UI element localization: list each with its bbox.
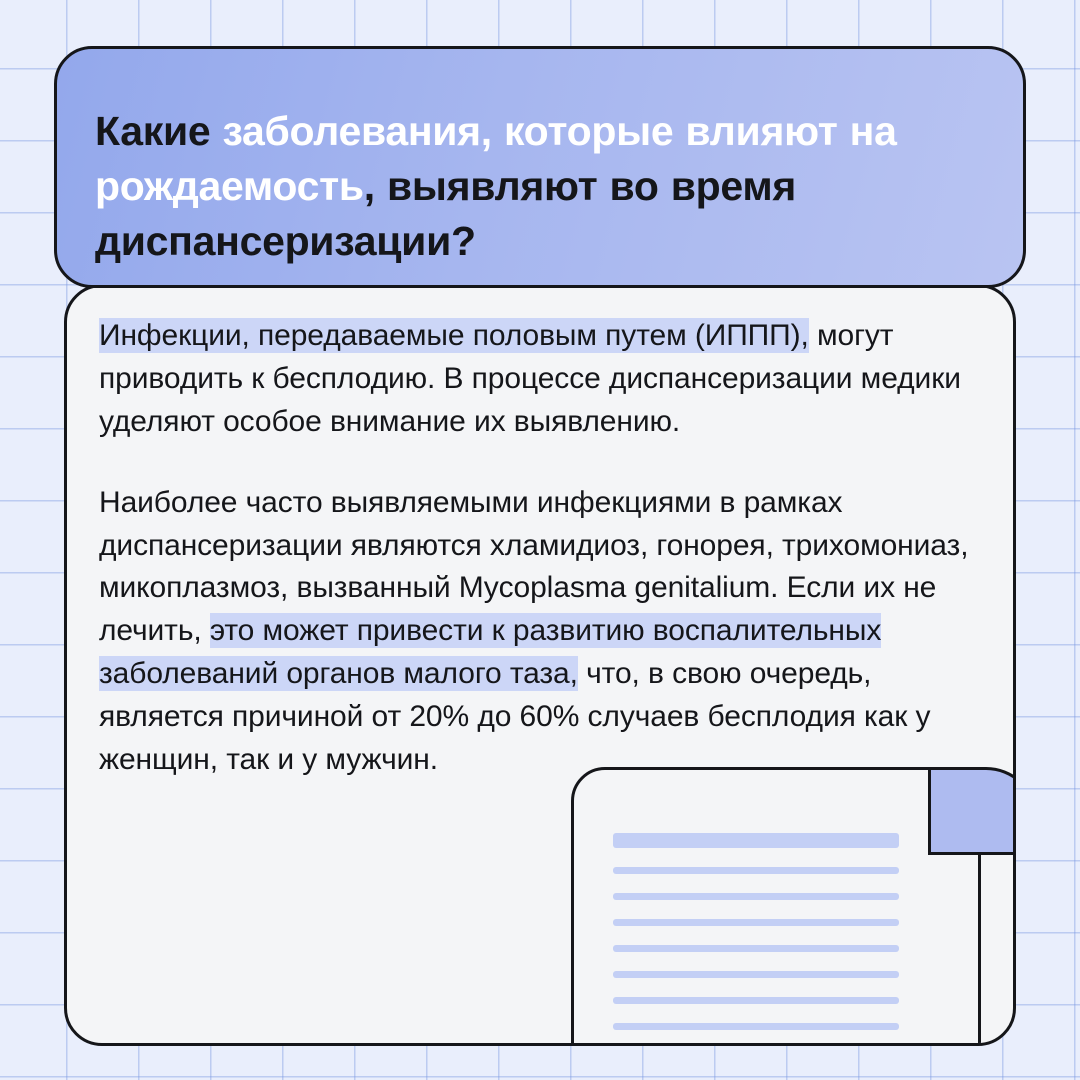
paragraph-2-lead: Наиболее часто выявляемыми инфекциями в рамках диспансеризации являются хламидиоз, гонорея, трихомониаз, микоплазмоз, вызванный Mycoplasma genitalium. Если их не лечить, <box>99 485 969 648</box>
paragraph-1-highlight: Инфекции, передаваемые половым путем (ИППП), <box>99 319 809 352</box>
paragraph-2-highlight: это может привести к развитию воспалительных заболеваний органов малого таза, <box>99 614 882 691</box>
answer-card <box>64 284 1016 1046</box>
document-line <box>613 997 899 1004</box>
answer-text-block <box>99 315 987 820</box>
title-part-dark-1: Какие <box>95 108 223 155</box>
page-title <box>95 104 985 268</box>
document-line <box>613 893 899 900</box>
title-part-dark-2: , выявляют во время диспансеризации? <box>95 162 796 264</box>
document-line <box>613 919 899 926</box>
paragraph-1-rest: могут приводить к бесплодию. В процессе диспансеризации медики уделяют особое внимание их выявлению. <box>99 319 961 438</box>
document-line <box>613 971 899 978</box>
title-part-light: заболевания, которые влияют на рождаемость <box>95 108 897 209</box>
document-line <box>613 833 899 848</box>
paragraph-2 <box>99 482 987 782</box>
document-text-lines <box>613 833 899 1046</box>
card-stack <box>54 46 1026 1046</box>
document-line <box>613 1023 899 1030</box>
document-line <box>613 945 899 952</box>
document-fold-icon <box>928 767 1016 855</box>
paragraph-2-tail: что, в свою очередь, является причиной от 20% до 60% случаев бесплодия как у женщин, так и у мужчин. <box>99 657 931 777</box>
document-illustration <box>571 767 1016 1046</box>
paragraph-1 <box>99 315 987 444</box>
document-line <box>613 867 899 874</box>
question-card <box>54 46 1026 288</box>
